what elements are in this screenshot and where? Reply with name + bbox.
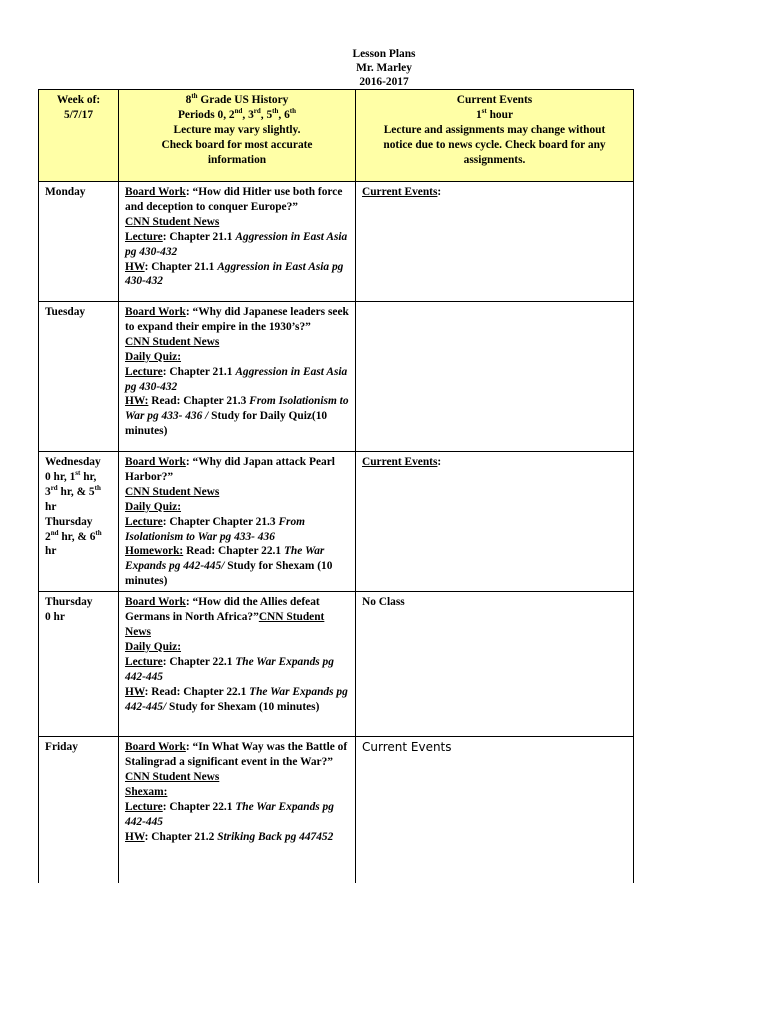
board-work-label: Board Work xyxy=(125,741,186,754)
hw-label: HW xyxy=(125,830,145,843)
day-cell-wednesday xyxy=(39,452,119,592)
ce-note-1: Lecture and assignments may change without xyxy=(383,123,606,136)
hw-tail: Study for Shexam (10 minutes) xyxy=(125,560,333,588)
cnn-student-news: CNN Student News xyxy=(125,611,325,638)
lecture-reading: Aggression in East Asia pg 430-432 xyxy=(125,365,348,393)
current-events-text: Current Events xyxy=(362,740,452,755)
day-line: 2nd hr, & 6th xyxy=(45,528,102,543)
title-teacher: Mr. Marley xyxy=(356,62,412,74)
day-cell-thursday xyxy=(39,592,119,737)
board-work-text: : “Why did Japanese leaders seek to expand their empire in the 1930’s?” xyxy=(125,306,349,333)
lecture-reading: From Isolationism to War pg 433- 436 xyxy=(125,515,306,543)
hw-label: Homework: xyxy=(125,545,184,558)
board-work-label: Board Work xyxy=(125,456,186,468)
day-line: hr xyxy=(45,500,57,513)
hw-text: : Chapter 21.1 xyxy=(144,260,218,273)
cnn-student-news: CNN Student News xyxy=(125,335,220,348)
board-work-text: : “How did the Allies defeat Germans in North Africa?” xyxy=(125,596,320,624)
header-week-cell xyxy=(39,90,119,182)
board-work-text: : “Why did Japan attack Pearl Harbor?” xyxy=(125,456,335,483)
hw-tail: Study for Shexam (10 minutes) xyxy=(166,700,320,713)
day-line: 0 hr, 1st hr, xyxy=(45,469,97,483)
lecture-reading: Aggression in East Asia pg 430-432 xyxy=(125,230,348,258)
day-line: 0 hr xyxy=(45,611,65,624)
hw-tail: Study for Daily Quiz(10 minutes) xyxy=(125,410,328,438)
ce-colon: : xyxy=(437,456,442,468)
hw-reading: The War Expands pg 442-445/ xyxy=(125,545,325,573)
lecture-reading: The War Expands pg 442-445 xyxy=(125,655,334,683)
title-lesson-plans: Lesson Plans xyxy=(352,48,416,60)
lecture-text: : Chapter 22.1 xyxy=(162,655,236,668)
hw-reading: Striking Back pg 447452 xyxy=(217,830,334,843)
plan-cell-monday xyxy=(119,182,356,302)
ce-note-3: assignments. xyxy=(463,153,526,166)
ce-label: Current Events xyxy=(362,456,438,468)
board-work-text: : “In What Way was the Battle of Stalingrad a significant event in the War?” xyxy=(125,741,348,769)
course-periods: Periods 0, 2nd, 3rd, 5th, 6th xyxy=(177,107,297,121)
current-events-cell-tuesday xyxy=(356,302,634,452)
hw-text: : Chapter 21.2 xyxy=(144,830,218,843)
lecture-text: : Chapter 21.1 xyxy=(162,230,236,243)
table-row-wednesday xyxy=(39,452,634,592)
cnn-student-news: CNN Student News xyxy=(125,215,220,228)
table-row-thursday xyxy=(39,592,634,737)
lecture-reading: The War Expands pg 442-445 xyxy=(125,800,334,828)
hw-label: HW xyxy=(125,685,145,698)
no-class-text: No Class xyxy=(362,596,405,609)
day-line: Thursday xyxy=(45,596,93,609)
current-events-cell-thursday xyxy=(356,592,634,737)
day-line: Thursday xyxy=(45,515,93,528)
current-events-cell-wednesday xyxy=(356,452,634,592)
day-line: 3rd hr, & 5th xyxy=(45,484,101,498)
hw-reading: The War Expands pg 442-445/ xyxy=(125,685,348,713)
day-cell-friday: Friday xyxy=(39,737,119,884)
plan-cell-thursday xyxy=(119,592,356,737)
table-row-monday xyxy=(39,182,634,302)
week-date: 5/7/17 xyxy=(63,108,94,121)
board-work-text: : “How did Hitler use both force and deception to conquer Europe?” xyxy=(125,186,343,213)
lecture-label: Lecture xyxy=(125,365,163,378)
table-row-friday xyxy=(39,737,634,884)
day-line: Wednesday xyxy=(45,456,101,468)
plan-cell-friday xyxy=(119,737,356,884)
board-work-label: Board Work xyxy=(125,306,186,318)
daily-quiz: Daily Quiz: xyxy=(125,350,182,363)
current-events-cell-friday xyxy=(356,737,634,884)
lecture-label: Lecture xyxy=(125,230,163,243)
week-label: Week of: xyxy=(56,94,101,106)
ce-title: Current Events xyxy=(456,94,533,106)
cnn-student-news: CNN Student News xyxy=(125,485,220,498)
info-note: information xyxy=(207,153,267,166)
board-work-label: Board Work xyxy=(125,186,186,198)
hw-text: Read: Chapter 22.1 xyxy=(183,545,284,558)
hw-label: HW xyxy=(125,260,145,273)
lecture-label: Lecture xyxy=(125,515,163,528)
ce-hour: 1st hour xyxy=(475,107,514,121)
lecture-text: : Chapter 21.1 xyxy=(162,365,236,378)
day-cell-tuesday: Tuesday xyxy=(39,302,119,452)
lecture-note: Lecture may vary slightly. xyxy=(173,123,301,136)
ce-label: Current Events xyxy=(362,186,438,198)
lesson-plan-table xyxy=(38,89,634,883)
lecture-label: Lecture xyxy=(125,655,163,668)
lecture-text: : Chapter 22.1 xyxy=(162,800,236,813)
document-title xyxy=(0,47,768,89)
daily-quiz: Daily Quiz: xyxy=(125,640,182,653)
ce-note-2: notice due to news cycle. Check board for any xyxy=(383,138,606,151)
header-current-events-cell xyxy=(356,90,634,182)
table-header-row xyxy=(39,90,634,182)
header-course-cell xyxy=(119,90,356,182)
hw-reading: Aggression in East Asia pg 430-432 xyxy=(125,260,344,288)
current-events-cell-monday xyxy=(356,182,634,302)
plan-cell-wednesday xyxy=(119,452,356,592)
day-cell-monday: Monday xyxy=(39,182,119,302)
hw-reading: From Isolationism to War pg 433- 436 / xyxy=(125,395,349,423)
plan-cell-tuesday xyxy=(119,302,356,452)
cnn-student-news: CNN Student News xyxy=(125,770,220,783)
lecture-text: : Chapter Chapter 21.3 xyxy=(162,515,279,528)
board-work-label: Board Work xyxy=(125,596,186,609)
hw-text: Read: Chapter 21.3 xyxy=(148,395,250,408)
shexam-label: Shexam: xyxy=(125,785,168,798)
title-year: 2016-2017 xyxy=(359,76,409,88)
course-title: 8th Grade US History xyxy=(185,92,289,106)
table-row-tuesday xyxy=(39,302,634,452)
hw-text: : Read: Chapter 22.1 xyxy=(144,685,250,698)
hw-label: HW: xyxy=(125,395,149,408)
daily-quiz: Daily Quiz: xyxy=(125,500,182,513)
ce-colon: : xyxy=(437,186,442,198)
lecture-label: Lecture xyxy=(125,800,163,813)
check-note: Check board for most accurate xyxy=(161,138,313,151)
day-line: hr xyxy=(45,545,57,558)
